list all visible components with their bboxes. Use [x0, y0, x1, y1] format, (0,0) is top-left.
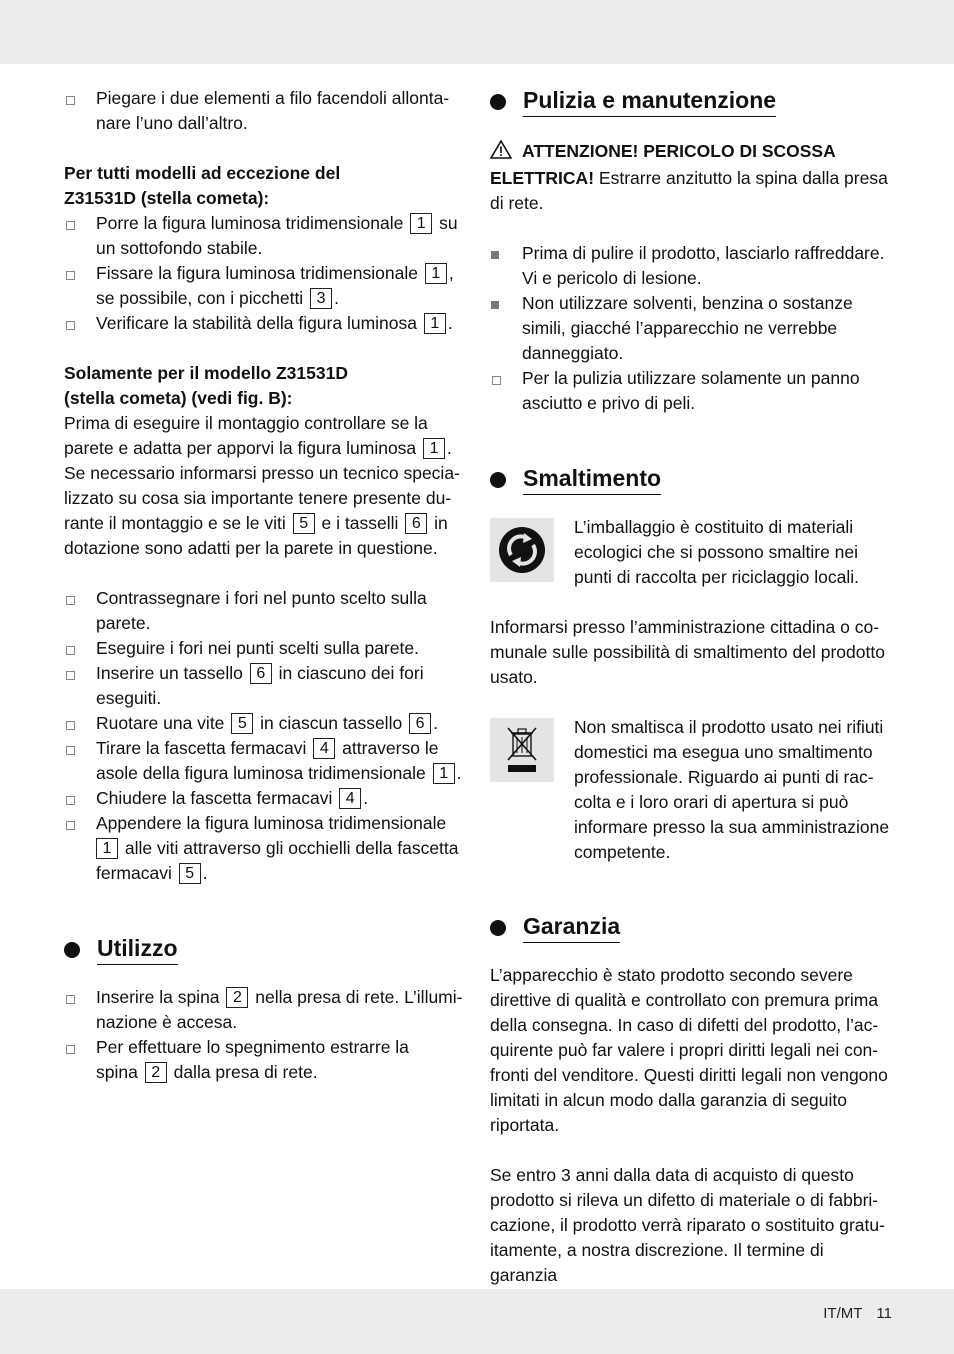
list-item: Inserire la spina 2 nella presa di rete. L’illumi- nazione è accesa.	[64, 985, 464, 1035]
list-item: Ruotare una vite 5 in ciascun tassello 6 .	[64, 711, 464, 736]
list-item: Chiudere la fascetta fermacavi 4 .	[64, 786, 464, 811]
list-item: Prima di pulire il prodotto, lasciarlo raffreddare. Vi e pericolo di lesione.	[490, 241, 892, 291]
ref-box: 4	[339, 788, 361, 809]
section-heading: Solamente per il modello Z31531D (stella cometa) (vedi fig. B):	[64, 363, 348, 408]
packaging-text: L’imballaggio è costituito di materiali ecologici che si possono smaltire nei punti di raccolta per riciclaggio locali.	[574, 517, 859, 587]
ref-box: 1	[424, 313, 446, 334]
top-bar	[0, 0, 954, 64]
intro-list	[64, 86, 464, 136]
ref-box: 1	[425, 263, 447, 284]
right-column	[490, 86, 892, 1288]
recycling-icon	[490, 518, 554, 582]
language-code: IT/MT	[823, 1305, 863, 1322]
bullet-dot-icon	[490, 920, 506, 936]
section1-list	[64, 211, 464, 336]
disposal-info-paragraph: Informarsi presso l’amministrazione cittadina o co- munale sulle possibilità di smaltimento del prodotto usato.	[490, 617, 885, 687]
list-item: Verificare la stabilità della figura luminosa 1 .	[64, 311, 464, 336]
list-item: Inserire un tassello 6 in ciascuno dei fori eseguiti.	[64, 661, 464, 711]
crossed-bin-icon	[490, 718, 554, 782]
ref-box: 6	[405, 513, 427, 534]
list-item: Tirare la fascetta fermacavi 4 attraverso le asole della figura luminosa tridimensionale 1 .	[64, 736, 464, 786]
ref-box: 2	[145, 1062, 167, 1083]
ref-box: 5	[231, 713, 253, 734]
pulizia-list	[490, 241, 892, 416]
ref-box: 5	[293, 513, 315, 534]
packaging-disposal-block	[490, 515, 892, 590]
warning-paragraph: ATTENZIONE! PERICOLO DI SCOSSA ELETTRICA! Estrarre anzitutto la spina dalla presa di rete.	[490, 141, 888, 213]
ref-box: 6	[250, 663, 272, 684]
section2-paragraph: Prima di eseguire il montaggio controllare se la parete e adatta per apporvi la figura luminosa 1 . Se necessario informarsi presso un tecnico specia- lizzato su cosa sia importante tenere presente du- rante il montaggio e se le viti 5 e i tasselli 6 in dotazione sono adatti per la parete in questione.	[64, 413, 460, 558]
ref-box: 1	[423, 438, 445, 459]
section-title-garanzia: Garanzia	[490, 912, 892, 943]
left-column	[64, 86, 464, 1085]
section-title-pulizia: Pulizia e manutenzione	[490, 86, 892, 117]
list-item: Appendere la figura luminosa tridimensionale 1 alle viti attraverso gli occhielli della fascetta fermacavi 5 .	[64, 811, 464, 886]
list-item: Per effettuare lo spegnimento estrarre la spina 2 dalla presa di rete.	[64, 1035, 464, 1085]
list-item: Per la pulizia utilizzare solamente un panno asciutto e privo di peli.	[490, 366, 892, 416]
list-item: Porre la figura luminosa tridimensionale 1 su un sottofondo stabile.	[64, 211, 464, 261]
list-item: Contrassegnare i fori nel punto scelto sulla parete.	[64, 586, 464, 636]
weee-text: Non smaltisca il prodotto usato nei rifiuti domestici ma esegua uno smaltimento professionale. Riguardo ai punti di rac- colta e i loro orari di apertura si può informare presso la sua amministrazione competente.	[574, 717, 890, 862]
mount-list	[64, 586, 464, 886]
ref-box: 4	[313, 738, 335, 759]
ref-box: 6	[409, 713, 431, 734]
section-title-utilizzo: Utilizzo	[64, 934, 464, 965]
list-item: Eseguire i fori nei punti scelti sulla parete.	[64, 636, 464, 661]
weee-disposal-block	[490, 715, 892, 865]
list-item: Fissare la figura luminosa tridimensionale 1 , se possibile, con i picchetti 3 .	[64, 261, 464, 311]
page-number: 11	[876, 1305, 892, 1322]
bullet-dot-icon	[490, 94, 506, 110]
ref-box: 1	[433, 763, 455, 784]
warranty-paragraph-2: Se entro 3 anni dalla data di acquisto di questo prodotto si rileva un difetto di materiale o di fabbri- cazione, il prodotto verrà riparato o sostituito gratu- itamente, a nostra discrezione. Il termine di garanzia	[490, 1165, 885, 1285]
list-item: Piegare i due elementi a filo facendoli allonta- nare l’uno dall’altro.	[64, 86, 464, 136]
ref-box: 5	[179, 863, 201, 884]
ref-box: 1	[410, 213, 432, 234]
bullet-dot-icon	[490, 472, 506, 488]
warning-triangle-icon	[490, 140, 512, 166]
warranty-paragraph-1: L’apparecchio è stato prodotto secondo severe direttive di qualità e controllato con premura prima della consegna. In caso di difetti del prodotto, l’ac- quirente può far valere i propri diritti legali nei con- fronti del venditore. Questi diritti legali non vengono limitati in alcun modo dalla garanzia di seguito riportata.	[490, 965, 888, 1135]
ref-box: 2	[226, 987, 248, 1008]
ref-box: 3	[310, 288, 332, 309]
section-heading: Per tutti modelli ad eccezione del Z31531D (stella cometa):	[64, 163, 341, 208]
utilizzo-list	[64, 985, 464, 1085]
ref-box: 1	[96, 838, 118, 859]
bullet-dot-icon	[64, 942, 80, 958]
list-item: Non utilizzare solventi, benzina o sostanze simili, giacché l’apparecchio ne verrebbe danneggiato.	[490, 291, 892, 366]
section-title-smaltimento: Smaltimento	[490, 464, 892, 495]
page-footer	[809, 1305, 892, 1322]
